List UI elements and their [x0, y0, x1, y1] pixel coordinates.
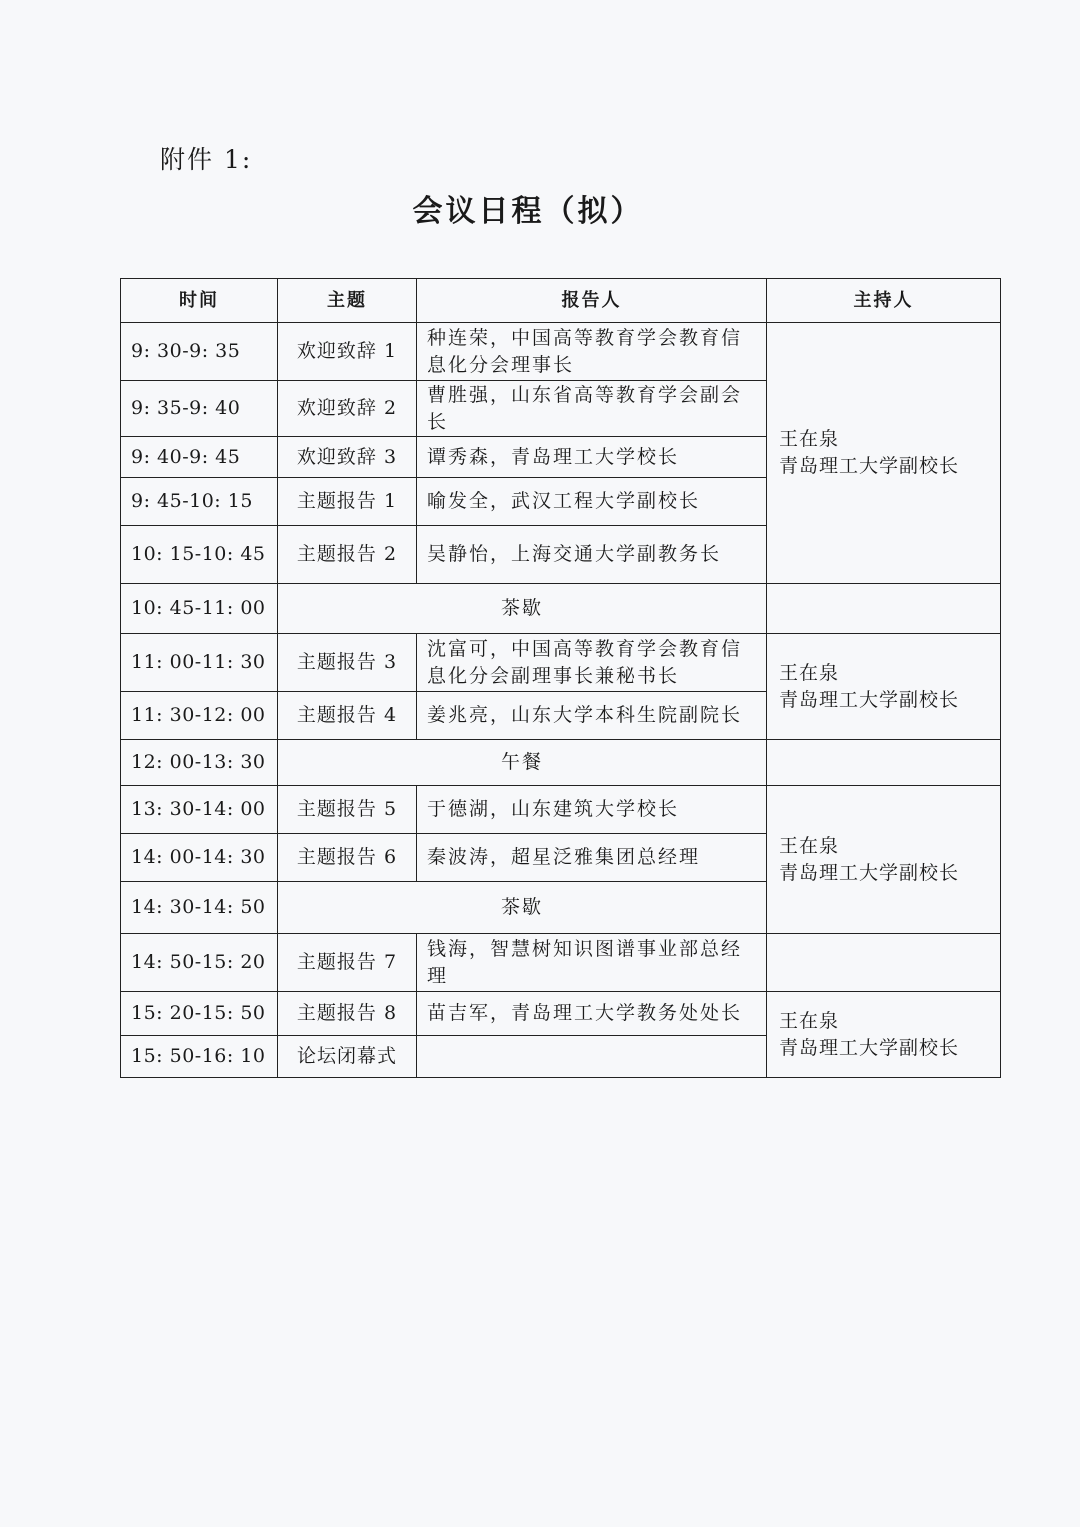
topic-cell: 欢迎致辞 3 [278, 437, 417, 478]
break-cell: 午餐 [278, 740, 767, 786]
page-title: 会议日程（拟） [412, 194, 644, 229]
topic-cell: 主题报告 7 [278, 934, 417, 992]
speaker-cell: 姜兆亮，山东大学本科生院副院长 [417, 692, 767, 740]
time-cell: 10: 45-11: 00 [121, 584, 278, 634]
speaker-cell: 曹胜强，山东省高等教育学会副会长 [417, 381, 767, 437]
host-name: 王在泉 [779, 661, 840, 684]
table-row [121, 323, 1001, 381]
speaker-cell: 沈富可，中国高等教育学会教育信息化分会副理事长兼秘书长 [417, 634, 767, 692]
table-row [121, 634, 1001, 692]
host-cell [767, 323, 1001, 584]
time-cell: 9: 45-10: 15 [121, 478, 278, 526]
host-name: 王在泉 [779, 1009, 840, 1032]
time-cell: 9: 30-9: 35 [121, 323, 278, 381]
time-cell: 9: 35-9: 40 [121, 381, 278, 437]
speaker-cell: 秦波涛，超星泛雅集团总经理 [417, 834, 767, 882]
time-cell: 14: 50-15: 20 [121, 934, 278, 992]
break-cell: 茶歇 [278, 882, 767, 934]
speaker-cell: 于德湖，山东建筑大学校长 [417, 786, 767, 834]
topic-cell: 欢迎致辞 1 [278, 323, 417, 381]
time-cell: 14: 00-14: 30 [121, 834, 278, 882]
time-cell: 11: 00-11: 30 [121, 634, 278, 692]
host-cell [767, 992, 1001, 1078]
topic-cell: 主题报告 4 [278, 692, 417, 740]
host-title: 青岛理工大学副校长 [779, 861, 960, 884]
speaker-cell: 谭秀森，青岛理工大学校长 [417, 437, 767, 478]
host-cell [767, 634, 1001, 740]
time-cell: 12: 00-13: 30 [121, 740, 278, 786]
header-host: 主持人 [767, 279, 1001, 323]
time-cell: 10: 15-10: 45 [121, 526, 278, 584]
table-header-row [121, 279, 1001, 323]
time-cell: 15: 20-15: 50 [121, 992, 278, 1036]
topic-cell: 主题报告 6 [278, 834, 417, 882]
host-cell-empty [767, 934, 1001, 992]
schedule-table [120, 278, 1001, 1078]
speaker-cell: 钱海，智慧树知识图谱事业部总经理 [417, 934, 767, 992]
host-name: 王在泉 [779, 428, 840, 450]
host-cell-empty [767, 584, 1001, 634]
speaker-cell: 吴静怡，上海交通大学副教务长 [417, 526, 767, 584]
header-speaker: 报告人 [417, 279, 767, 323]
table-row [121, 786, 1001, 834]
speaker-cell: 种连荣，中国高等教育学会教育信息化分会理事长 [417, 323, 767, 381]
time-cell: 14: 30-14: 50 [121, 882, 278, 934]
speaker-cell: 喻发全，武汉工程大学副校长 [417, 478, 767, 526]
topic-cell: 论坛闭幕式 [278, 1036, 417, 1078]
topic-cell: 主题报告 5 [278, 786, 417, 834]
table-row [121, 740, 1001, 786]
table-row [121, 934, 1001, 992]
time-cell: 9: 40-9: 45 [121, 437, 278, 478]
host-title: 青岛理工大学副校长 [779, 688, 960, 711]
host-cell-empty [767, 740, 1001, 786]
time-cell: 11: 30-12: 00 [121, 692, 278, 740]
host-name: 王在泉 [779, 834, 840, 857]
header-topic: 主题 [278, 279, 417, 323]
speaker-cell: 苗吉军，青岛理工大学教务处处长 [417, 992, 767, 1036]
break-cell: 茶歇 [278, 584, 767, 634]
host-cell [767, 786, 1001, 934]
table-row [121, 992, 1001, 1036]
topic-cell: 主题报告 2 [278, 526, 417, 584]
topic-cell: 主题报告 3 [278, 634, 417, 692]
time-cell: 15: 50-16: 10 [121, 1036, 278, 1078]
table-row [121, 584, 1001, 634]
time-cell: 13: 30-14: 00 [121, 786, 278, 834]
host-title: 青岛理工大学副校长 [779, 455, 960, 477]
topic-cell: 主题报告 1 [278, 478, 417, 526]
attachment-label: 附件 1: [160, 145, 253, 174]
header-time: 时间 [121, 279, 278, 323]
topic-cell: 欢迎致辞 2 [278, 381, 417, 437]
host-title: 青岛理工大学副校长 [779, 1036, 960, 1059]
speaker-cell [417, 1036, 767, 1078]
topic-cell: 主题报告 8 [278, 992, 417, 1036]
